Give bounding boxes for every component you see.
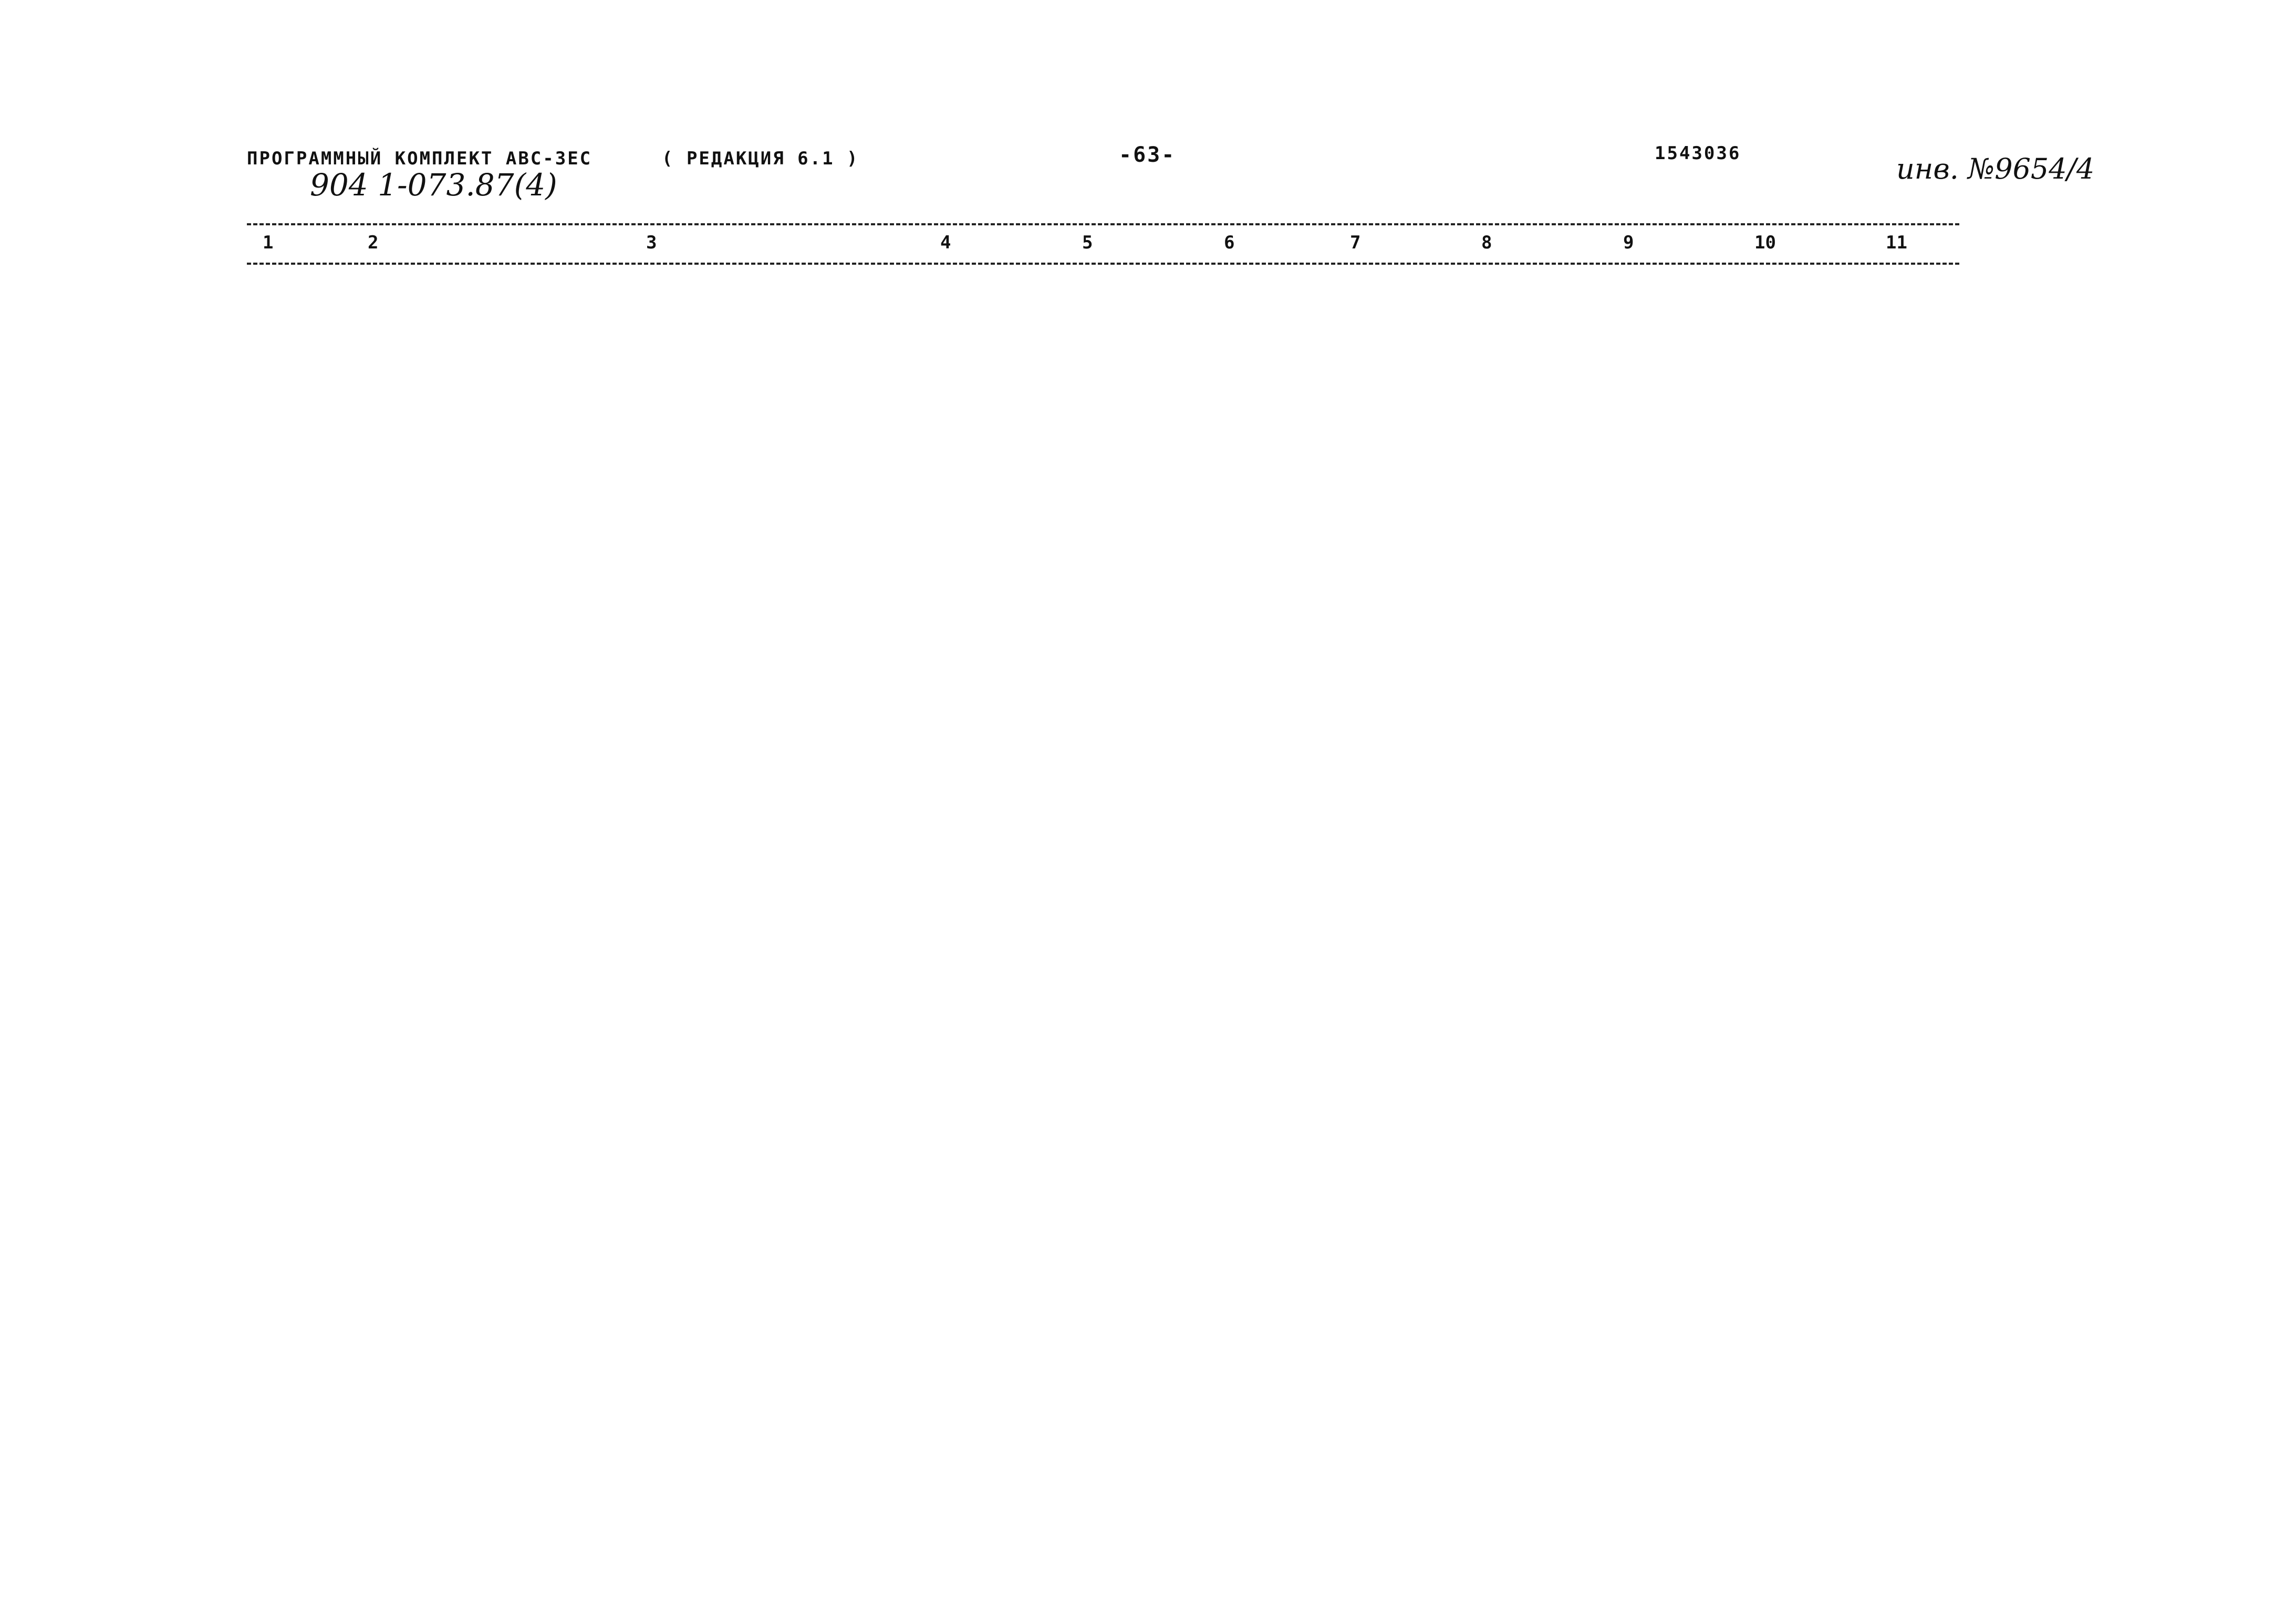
column-header: 2 (368, 232, 379, 253)
column-header: 1 (263, 232, 274, 253)
edition-label: ( РЕДАКЦИЯ 6.1 ) (662, 148, 859, 169)
column-header: 9 (1623, 232, 1634, 253)
column-header: 7 (1350, 232, 1361, 253)
column-header: 11 (1886, 232, 1907, 253)
column-header: 5 (1082, 232, 1093, 253)
column-header: 6 (1224, 232, 1235, 253)
column-header: 10 (1754, 232, 1776, 253)
column-header: 3 (646, 232, 657, 253)
table-header-rule (247, 263, 1959, 265)
handwritten-project-number: 904 1-073.87(4) (310, 167, 557, 203)
handwritten-inventory-number: инв. №9654/4 (1896, 152, 2095, 185)
column-header-row (247, 232, 1959, 258)
table-top-rule (247, 223, 1959, 225)
page-number: -63- (1119, 143, 1176, 167)
document-code: 1543036 (1655, 143, 1741, 164)
column-header: 8 (1481, 232, 1492, 253)
program-title: ПРОГРАММНЫЙ КОМПЛЕКТ АВС-ЗЕС (247, 148, 593, 169)
column-header: 4 (940, 232, 951, 253)
